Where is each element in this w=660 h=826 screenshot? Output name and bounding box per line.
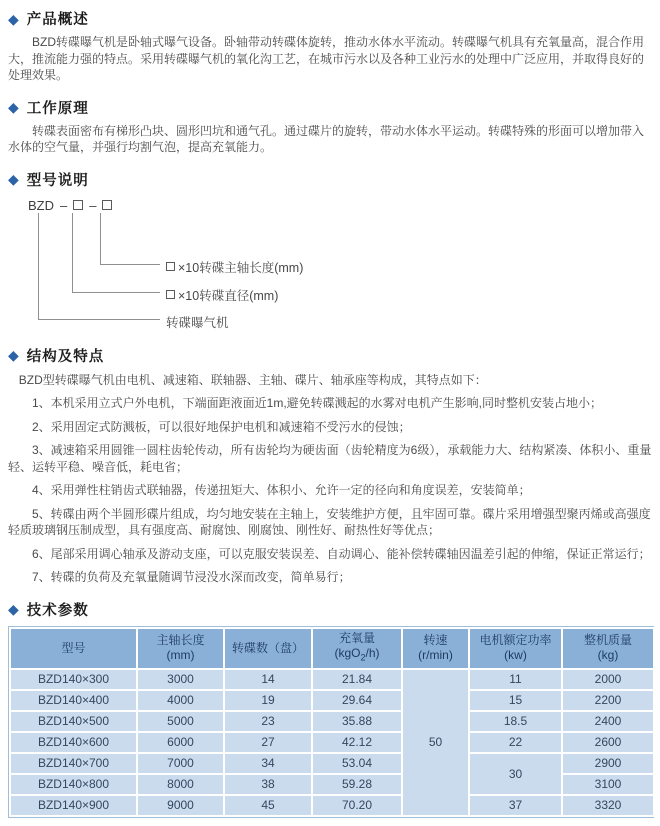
diagram-label-text: 转碟曝气机 (166, 315, 229, 330)
cell-shaft-length: 9000 (137, 795, 224, 816)
placeholder-box-icon (73, 200, 83, 210)
cell-speed-merged: 50 (402, 669, 469, 816)
cell-model: BZD140×800 (10, 774, 137, 795)
dash: – (60, 197, 68, 213)
diamond-icon: ◆ (8, 10, 19, 27)
header-line: (kg) (597, 648, 619, 662)
cell-power: 18.5 (469, 711, 562, 732)
cell-oxygen: 35.88 (312, 711, 402, 732)
dash: – (89, 197, 97, 213)
header-line: 转速 (423, 633, 448, 647)
cell-power: 11 (469, 669, 562, 690)
feature-item: 2、采用固定式防溅板，可以很好地保护电机和减速箱不受污水的侵蚀； (32, 419, 411, 434)
header-line: 电机额定功率 (479, 633, 552, 647)
cell-weight: 2600 (562, 732, 654, 753)
table-row (10, 732, 654, 753)
model-code-line (28, 198, 112, 213)
section-title: 结构及特点 (26, 348, 105, 365)
cell-oxygen: 21.84 (312, 669, 402, 690)
cell-shaft-length: 5000 (137, 711, 224, 732)
cell-model: BZD140×500 (10, 711, 137, 732)
cell-shaft-length: 4000 (137, 690, 224, 711)
cell-weight: 2000 (562, 669, 654, 690)
cell-shaft-length: 8000 (137, 774, 224, 795)
cell-model: BZD140×400 (10, 690, 137, 711)
diagram-label-shaft-length (166, 258, 303, 276)
section-heading-principle (8, 97, 652, 118)
cell-weight: 3320 (562, 795, 654, 816)
header-disc-count: 转碟数（盘） (224, 628, 312, 669)
header-line: 主轴长度 (156, 633, 205, 647)
cell-oxygen: 53.04 (312, 753, 402, 774)
feature-item: 7、转碟的负荷及充氧量随调节浸没水深而改变，简单易行； (32, 570, 351, 584)
section-heading-model (8, 169, 652, 190)
header-total-weight (562, 628, 654, 669)
header-oxygen (312, 628, 402, 669)
table-row (10, 690, 654, 711)
diamond-icon: ◆ (8, 99, 19, 115)
header-speed (402, 628, 469, 669)
table-header-row (10, 628, 654, 669)
cell-oxygen: 59.28 (312, 774, 402, 795)
header-shaft-length (137, 628, 224, 669)
cell-disc-count: 27 (224, 732, 312, 753)
cell-shaft-length: 3000 (137, 669, 224, 690)
section-title: 工作原理 (26, 100, 89, 117)
cell-model: BZD140×600 (10, 732, 137, 753)
cell-oxygen: 42.12 (312, 732, 402, 753)
section-heading-params (8, 599, 652, 620)
feature-item: 3、减速箱采用圆锥一圆柱齿轮传动，所有齿轮均为硬齿面（齿轮精度为6级），承载能力大、结构紧凑、体积小、重量轻、运转平稳、噪音低，耗电省； (8, 443, 652, 474)
placeholder-box-icon (166, 290, 175, 299)
connector-line (38, 213, 160, 320)
header-model: 型号 (10, 628, 137, 669)
cell-disc-count: 14 (224, 669, 312, 690)
cell-weight: 2900 (562, 753, 654, 774)
model-code-prefix: BZD (28, 197, 54, 213)
diamond-icon: ◆ (8, 171, 19, 187)
diagram-label-disc-diameter (166, 286, 278, 304)
cell-oxygen: 70.20 (312, 795, 402, 816)
cell-weight: 2200 (562, 690, 654, 711)
section-title: 产品概述 (26, 12, 89, 28)
cell-model: BZD140×300 (10, 669, 137, 690)
feature-item: 5、转碟由两个半圆形碟片组成，均匀地安装在主轴上，安装维护方便，且牢固可靠。碟片采用增强型聚丙烯或高强度轻质玻璃钢压制成型，具有强度高、耐腐蚀、刚腐蚀、刚性好、耐热性好等优点； (8, 506, 651, 537)
overview-paragraph: BZD转碟曝气机是卧轴式曝气设备。卧轴带动转碟体旋转，推动水体水平流动。转碟曝气机具有充氧量高，混合作用大，推流能力强的特点。采用转碟曝气机的氧化沟工艺，在城市污水以及各种工业污水的处理中广泛应用，并取得良好的处理效果。 (8, 35, 645, 82)
diamond-icon: ◆ (8, 347, 19, 363)
placeholder-box-icon (102, 200, 112, 210)
cell-shaft-length: 7000 (137, 753, 224, 774)
diamond-icon: ◆ (8, 601, 19, 617)
header-line: (r/min) (418, 648, 453, 662)
section-heading-overview (8, 8, 652, 29)
header-motor-power (469, 628, 562, 669)
feature-item: 6、尾部采用调心轴承及游动支座，可以克服安装误差、自动调心、能补偿转碟轴因温差引起的伸缩，保证正常运行； (32, 546, 651, 561)
header-line: 整机质量 (583, 633, 632, 647)
principle-paragraph: 转碟表面密布有梯形凸块、圆形凹坑和通气孔。通过碟片的旋转，带动水体水平运动。转碟特殊的形面可以增加带入水体的空气量，并强行均割气泡，提高充氧能力。 (8, 123, 645, 154)
cell-power-merged: 30 (469, 753, 562, 795)
section-heading-features (8, 345, 652, 366)
cell-disc-count: 45 (224, 795, 312, 816)
cell-disc-count: 34 (224, 753, 312, 774)
cell-power: 15 (469, 690, 562, 711)
parameters-table (9, 627, 655, 817)
table-row (10, 753, 654, 774)
cell-oxygen: 29.64 (312, 690, 402, 711)
features-intro: BZD型转碟曝气机由电机、减速箱、联轴器、主轴、碟片、轴承座等构成，其特点如下： (18, 372, 487, 387)
header-line: 充氧量 (338, 630, 375, 645)
feature-item: 4、采用弹性柱销齿式联轴器，传递扭矩大、体积小、允许一定的径向和角度误差，安装简单； (32, 483, 531, 497)
header-line: (kw) (504, 648, 527, 662)
cell-power: 22 (469, 732, 562, 753)
table-row (10, 795, 654, 816)
placeholder-box-icon (166, 262, 175, 271)
diagram-label-text: ×10转碟主轴长度(mm) (178, 260, 304, 275)
header-line: (mm) (166, 648, 195, 662)
feature-item: 1、本机采用立式户外电机，下端面距液面近1m,避免转碟溅起的水雾对电机产生影响,同时整机安装占地小； (32, 396, 603, 410)
cell-power: 37 (469, 795, 562, 816)
cell-weight: 2400 (562, 711, 654, 732)
diagram-label-product-name (166, 313, 229, 331)
cell-disc-count: 38 (224, 774, 312, 795)
cell-model: BZD140×700 (10, 753, 137, 774)
table-row (10, 669, 654, 690)
cell-disc-count: 23 (224, 711, 312, 732)
cell-model: BZD140×900 (10, 795, 137, 816)
model-code-diagram (8, 198, 652, 332)
parameters-table-wrapper (8, 626, 654, 818)
table-row (10, 711, 654, 732)
diagram-label-text: ×10转碟直径(mm) (178, 288, 279, 303)
section-title: 技术参数 (26, 602, 89, 619)
cell-shaft-length: 6000 (137, 732, 224, 753)
section-title: 型号说明 (26, 172, 89, 189)
cell-weight: 3100 (562, 774, 654, 795)
cell-disc-count: 19 (224, 690, 312, 711)
header-line: (kgO$_2$/h) (334, 645, 380, 663)
